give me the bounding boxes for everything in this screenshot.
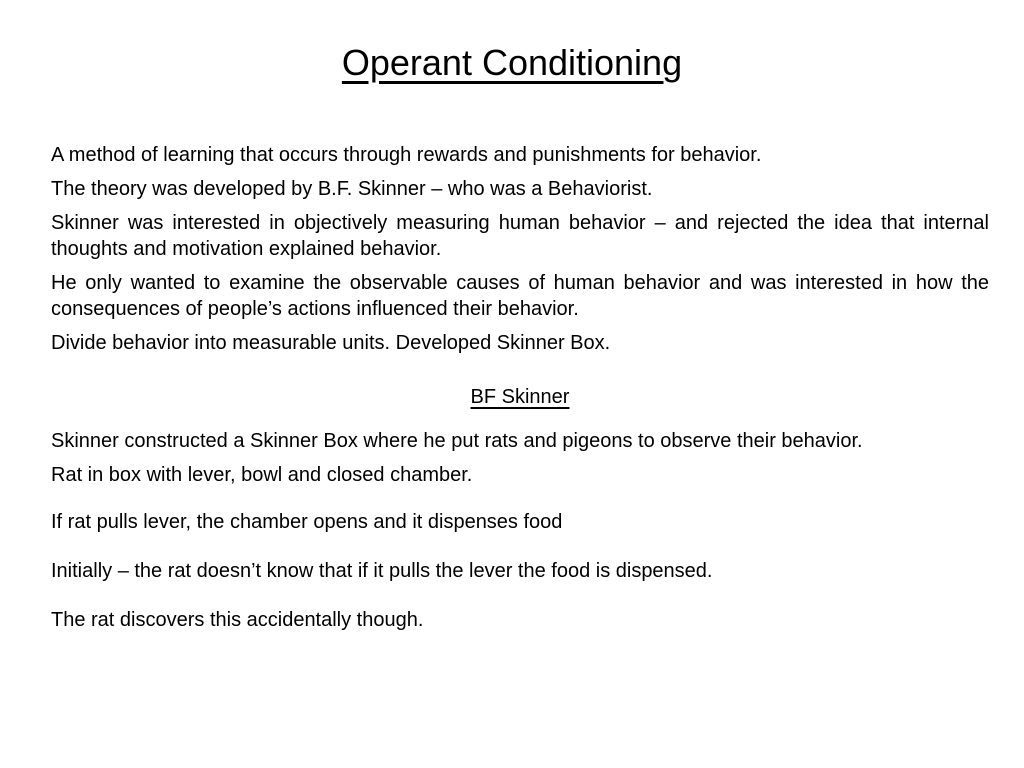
- intro-paragraph-observable-causes: He only wanted to examine the observable causes of human behavior and was interested in how the consequences of people’s actions influenced their behavior.: [51, 272, 989, 320]
- slide-title: Operant Conditioning: [341, 42, 683, 83]
- skinner-paragraph-initially: Initially – the rat doesn’t know that if it pulls the lever the food is dispensed.: [51, 560, 713, 582]
- intro-paragraph-skinner-box: Divide behavior into measurable units. Developed Skinner Box.: [51, 332, 611, 354]
- section-subheading: BF Skinner: [470, 386, 570, 408]
- skinner-paragraph-box: Skinner constructed a Skinner Box where he put rats and pigeons to observe their behavior.: [51, 430, 863, 452]
- skinner-paragraph-rat-setup: Rat in box with lever, bowl and closed chamber.: [51, 464, 473, 486]
- intro-paragraph-measurement: Skinner was interested in objectively measuring human behavior – and rejected the idea that internal thoughts and motivation explained behavior.: [51, 212, 989, 260]
- skinner-paragraph-lever: If rat pulls lever, the chamber opens and it dispenses food: [51, 511, 563, 533]
- slide-body: [51, 142, 989, 641]
- intro-paragraph-definition: A method of learning that occurs through rewards and punishments for behavior.: [51, 144, 762, 166]
- skinner-paragraph-discovery: The rat discovers this accidentally though.: [51, 609, 424, 631]
- intro-paragraph-developer: The theory was developed by B.F. Skinner – who was a Behaviorist.: [51, 178, 653, 200]
